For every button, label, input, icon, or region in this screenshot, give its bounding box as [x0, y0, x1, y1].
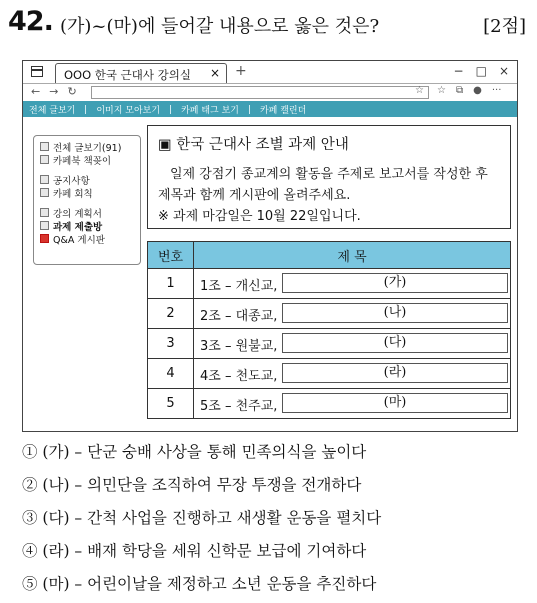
sidebar-item-syllabus[interactable]	[40, 206, 140, 219]
choice-3[interactable]: ③ (다) – 간척 사업을 진행하고 새생활 운동을 펼치다	[22, 509, 382, 527]
sidebar-item-notices[interactable]	[40, 173, 140, 186]
sidebar-item-all-posts[interactable]	[40, 140, 140, 153]
table-row[interactable]	[148, 299, 511, 329]
row-number: 4	[148, 359, 194, 389]
group-label: 5조 – 천주교,	[200, 399, 278, 414]
choice-1[interactable]: ① (가) – 단군 숭배 사상을 통해 민족의식을 높이다	[22, 443, 367, 461]
row-number: 2	[148, 299, 194, 329]
question-header	[8, 6, 528, 40]
row-number: 5	[148, 389, 194, 419]
notice-body	[158, 164, 508, 227]
menu-all-posts[interactable]: 전체 글보기	[29, 105, 76, 116]
menu-divider	[249, 105, 250, 114]
close-window-icon[interactable]: ×	[498, 64, 509, 78]
doc-icon	[40, 208, 49, 217]
row-number: 1	[148, 269, 194, 299]
toolbar-icons	[437, 85, 501, 96]
choice-5[interactable]: ⑤ (마) – 어린이날을 제정하고 소년 운동을 추진하다	[22, 575, 377, 593]
title-blank: (가)	[282, 273, 508, 293]
menu-calendar[interactable]: 카페 캘린더	[259, 105, 307, 116]
minimize-icon[interactable]: −	[453, 64, 464, 78]
red-doc-icon	[40, 234, 49, 243]
row-number: 3	[148, 329, 194, 359]
window-controls	[454, 64, 509, 78]
favorites-icon[interactable]: ☆	[437, 85, 446, 96]
choice-4[interactable]: ④ (라) – 배재 학당을 세워 신학문 보급에 기여하다	[22, 542, 367, 560]
menu-images[interactable]: 이미지 모아보기	[96, 105, 161, 116]
row-subject	[194, 299, 511, 329]
more-icon[interactable]: ···	[491, 85, 502, 96]
sidebar-item-rules[interactable]	[40, 186, 140, 199]
profile-icon[interactable]: ●	[473, 85, 482, 96]
menu-tags[interactable]: 카페 태그 보기	[181, 105, 239, 116]
notice-line: 일제 강점기 종교계의 활동을 주제로 보고서를 작성한 후	[170, 167, 488, 182]
header-subject: 제 목	[194, 242, 511, 269]
notice-title: ▣ 한국 근대사 조별 과제 안내	[158, 137, 349, 153]
sidebar-item-label: 강의 계획서	[53, 208, 102, 220]
group-label: 2조 – 대종교,	[200, 309, 278, 324]
row-subject	[194, 389, 511, 419]
new-tab-icon[interactable]: +	[235, 63, 247, 79]
title-bar	[23, 61, 517, 83]
row-subject	[194, 359, 511, 389]
sidebar-item-qna[interactable]	[40, 232, 140, 245]
question-points: [2점]	[483, 16, 526, 37]
table-row[interactable]	[148, 329, 511, 359]
notice-line: 제목과 함께 게시판에 올려주세요.	[158, 188, 351, 203]
sidebar-item-label: 카페북 책꽂이	[53, 155, 112, 167]
nav-buttons	[31, 85, 77, 98]
doc-icon	[40, 188, 49, 197]
question-stem: (가)~(마)에 들어갈 내용으로 옳은 것은?	[60, 16, 380, 37]
doc-icon	[40, 175, 49, 184]
title-blank: (라)	[282, 363, 508, 383]
group-label: 4조 – 천도교,	[200, 369, 278, 384]
table-row[interactable]	[148, 359, 511, 389]
tab-title: OOO 한국 근대사 강의실	[64, 68, 191, 82]
doc-icon	[40, 155, 49, 164]
title-blank: (나)	[282, 303, 508, 323]
assignment-table	[147, 241, 511, 419]
doc-icon	[40, 142, 49, 151]
maximize-icon[interactable]: □	[475, 64, 487, 78]
group-label: 3조 – 원불교,	[200, 339, 278, 354]
header-number: 번호	[148, 242, 194, 269]
browser-tab[interactable]	[55, 63, 227, 83]
cafe-menu-bar	[23, 101, 517, 117]
window-icon	[31, 66, 43, 77]
title-blank: (마)	[282, 393, 508, 413]
sidebar-item-label: 전체 글보기(91)	[53, 142, 122, 154]
browser-window	[22, 60, 518, 432]
bookmark-star-icon[interactable]: ☆	[415, 85, 424, 96]
forward-icon[interactable]: →	[49, 85, 59, 98]
sidebar-item-bookshelf[interactable]	[40, 153, 140, 166]
tab-close-icon[interactable]: ×	[209, 66, 220, 80]
sidebar	[33, 135, 141, 265]
title-blank: (다)	[282, 333, 508, 353]
sidebar-item-assignments[interactable]	[40, 219, 140, 232]
row-subject	[194, 329, 511, 359]
question-number: 42.	[8, 6, 53, 37]
notice-box	[147, 125, 511, 229]
menu-divider	[170, 105, 171, 114]
menu-divider	[85, 105, 86, 114]
notice-deadline: ※ 과제 마감일은 10월 22일입니다.	[158, 209, 361, 224]
row-subject	[194, 269, 511, 299]
group-label: 1조 – 개신교,	[200, 279, 278, 294]
sidebar-item-label: 공지사항	[53, 175, 90, 187]
sidebar-item-label: 카페 회칙	[53, 188, 93, 200]
back-icon[interactable]: ←	[31, 85, 41, 98]
url-input[interactable]	[91, 86, 429, 99]
address-bar	[23, 83, 517, 101]
choice-2[interactable]: ② (나) – 의민단을 조직하여 무장 투쟁을 전개하다	[22, 476, 362, 494]
check-doc-icon	[40, 221, 49, 230]
refresh-icon[interactable]: ↻	[67, 85, 77, 98]
sidebar-item-label: 과제 제출방	[53, 221, 103, 233]
table-row[interactable]	[148, 269, 511, 299]
sidebar-item-label: Q&A 게시판	[53, 234, 105, 246]
table-header-row	[148, 242, 511, 269]
table-row[interactable]	[148, 389, 511, 419]
collections-icon[interactable]: ⧉	[455, 85, 464, 96]
